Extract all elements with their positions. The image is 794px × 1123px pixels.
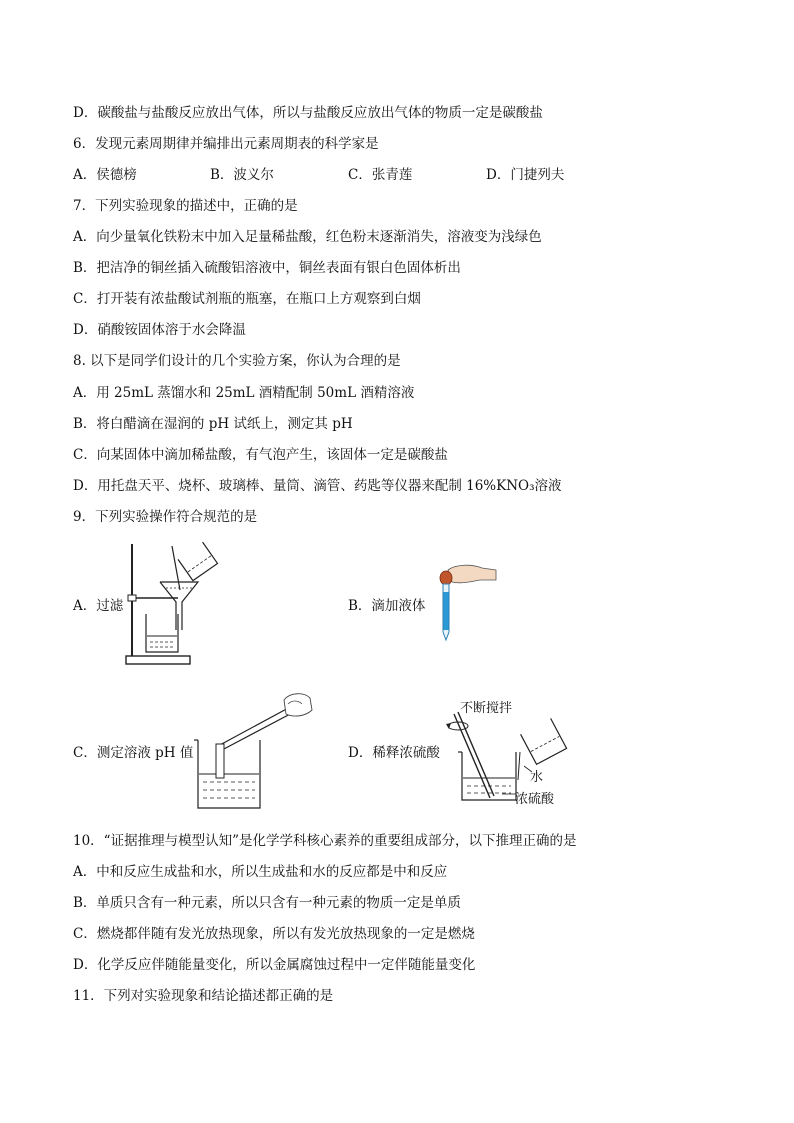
q10-stem: 10．“证据推理与模型认知”是化学学科核心素养的重要组成部分，以下推理正确的是 [73,833,577,849]
q8-option-b: B．将白醋滴在湿润的 pH 试纸上，测定其 pH [73,416,353,432]
q6-option-a: A．侯德榜 [73,167,137,183]
q8-option-c: C．向某固体中滴加稀盐酸，有气泡产生，该固体一定是碳酸盐 [73,447,448,463]
q7-option-d: D．硝酸铵固体溶于水会降温 [73,322,246,338]
q8-option-a: A．用 25mL 蒸馏水和 25mL 酒精配制 50mL 酒精溶液 [73,385,415,401]
label-concentrated-sulfuric-acid: 浓硫酸 [515,792,555,807]
q6-option-c: C．张青莲 [348,167,413,183]
q6-option-d: D．门捷列夫 [486,167,565,183]
q9-stem: 9．下列实验操作符合规范的是 [73,509,258,525]
ph-test-figure [188,690,316,814]
q8-stem: 8. 以下是同学们设计的几个实验方案，你认为合理的是 [73,353,401,369]
q7-option-a: A．向少量氧化铁粉末中加入足量稀盐酸，红色粉末逐渐消失，溶液变为浅绿色 [73,229,542,245]
q9-option-b: B．滴加液体 [348,598,426,614]
dropper-figure [430,562,500,644]
filtration-figure [120,540,220,668]
q9-option-c: C．测定溶液 pH 值 [73,745,194,761]
q6-option-b: B．波义尔 [210,167,274,183]
q8-option-d: D．用托盘天平、烧杯、玻璃棒、量筒、滴管、药匙等仪器来配制 16%KNO₃溶液 [73,478,562,494]
q7-stem: 7．下列实验现象的描述中，正确的是 [73,198,298,214]
q9-option-a: A．过滤 [73,598,124,614]
q10-option-a: A．中和反应生成盐和水，所以生成盐和水的反应都是中和反应 [73,864,448,880]
q7-option-b: B．把洁净的铜丝插入硫酸铝溶液中，铜丝表面有银白色固体析出 [73,260,461,276]
q10-option-d: D．化学反应伴随能量变化，所以金属腐蚀过程中一定伴随能量变化 [73,957,476,973]
label-water: 水 [530,770,544,785]
q10-option-c: C．燃烧都伴随有发光放热现象，所以有发光放热现象的一定是燃烧 [73,926,475,942]
q6-stem: 6．发现元素周期律并编排出元素周期表的科学家是 [73,136,379,152]
q9-option-d: D．稀释浓硫酸 [348,745,440,761]
label-continuous-stirring: 不断搅拌 [460,701,513,716]
q7-option-c: C．打开装有浓盐酸试剂瓶的瓶塞，在瓶口上方观察到白烟 [73,291,421,307]
q11-stem: 11．下列对实验现象和结论描述都正确的是 [73,988,334,1004]
q5-option-d: D．碳酸盐与盐酸反应放出气体，所以与盐酸反应放出气体的物质一定是碳酸盐 [73,105,543,121]
q10-option-b: B．单质只含有一种元素，所以只含有一种元素的物质一定是单质 [73,895,461,911]
